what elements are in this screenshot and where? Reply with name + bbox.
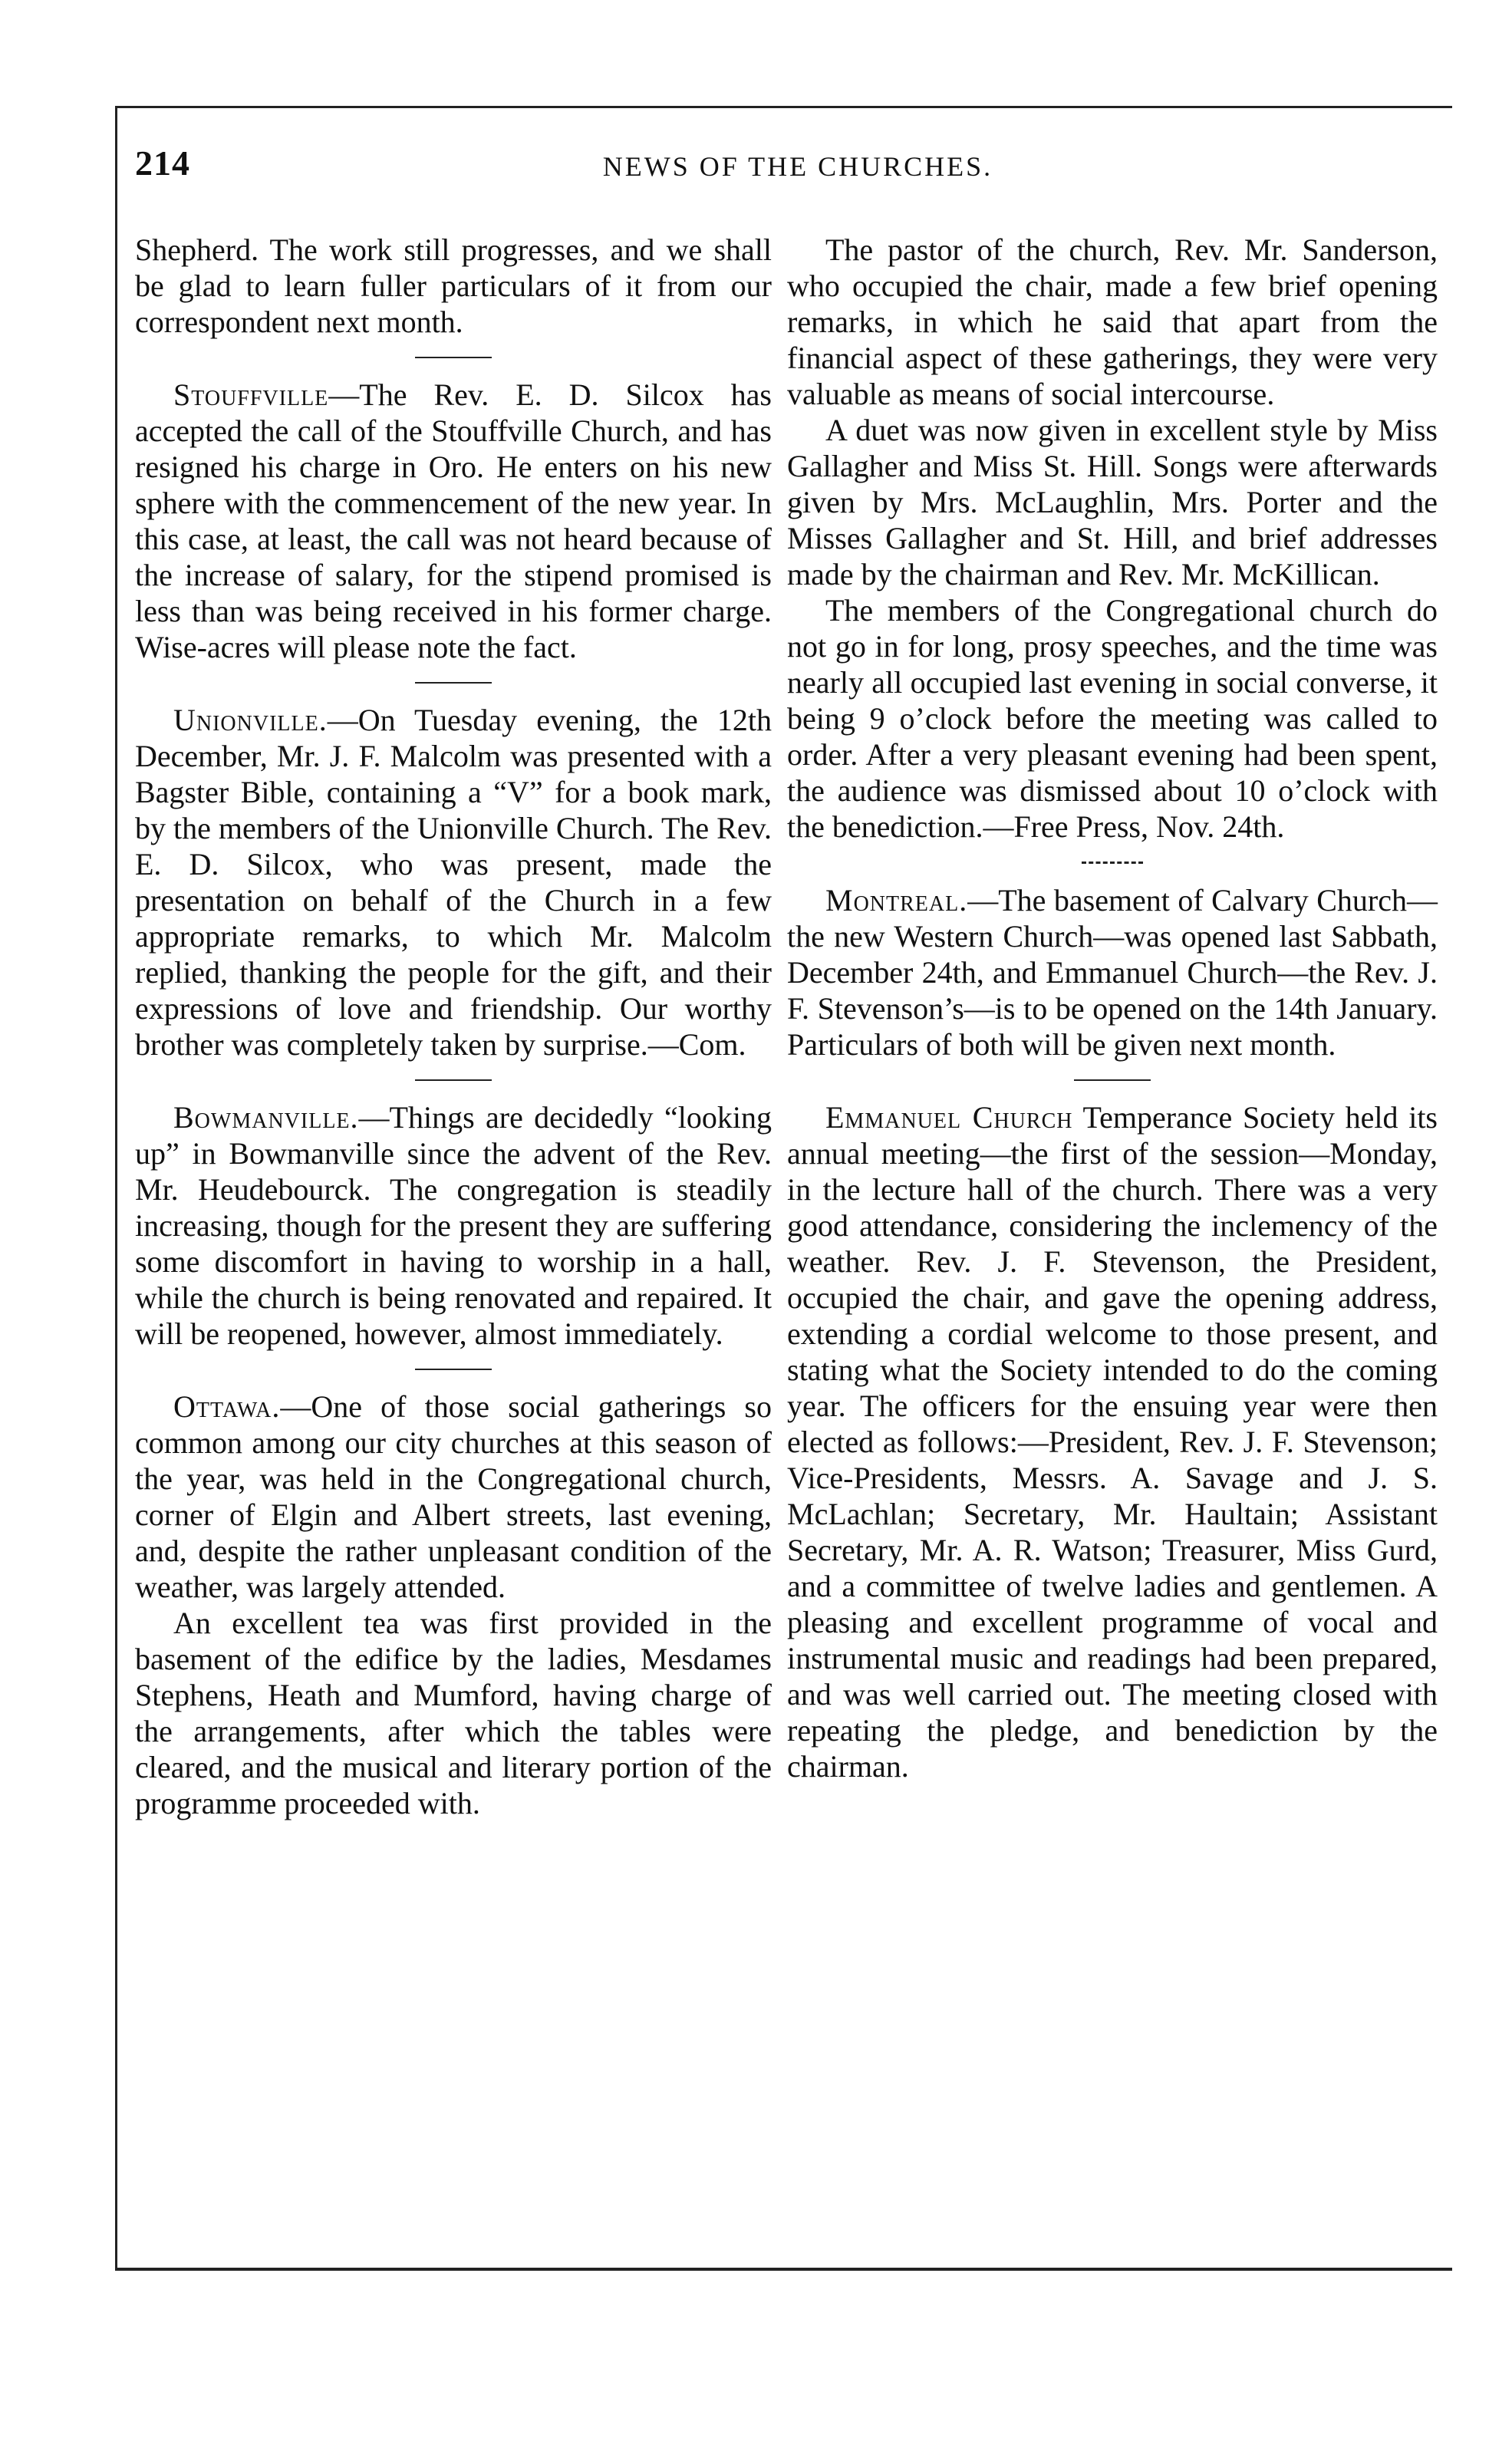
section-divider	[1082, 862, 1143, 864]
section-divider	[415, 1079, 492, 1081]
article-lead: Ottawa.	[173, 1389, 281, 1424]
running-head: NEWS OF THE CHURCHES.	[602, 151, 993, 182]
article-lead: Stouffville	[173, 377, 329, 412]
article-montreal: Montreal.—The basement of Calvary Church—the new Western Church—was opened last Sabbath, December 24th, and Emmanuel Church—the Rev. J. F. Stevenson’s—is to be opened on the 14th January. Particulars of both will be given next month.	[787, 883, 1438, 1062]
article-lead: Bowmanville.	[173, 1100, 359, 1135]
section-divider	[415, 357, 492, 358]
article-lead: Emmanuel Church	[825, 1100, 1073, 1135]
article-lead: Montreal.	[825, 883, 968, 918]
article-lead: Unionville.	[173, 703, 328, 737]
article-paragraph: The pastor of the church, Rev. Mr. Sanderson, who occupied the chair, made a few brief opening remarks, in which he said that apart from the financial aspect of these gatherings, they were very valuable as means of social intercourse.	[787, 232, 1438, 411]
page-number: 214	[135, 143, 190, 183]
article-emmanuel-church: Emmanuel Church Temperance Society held its annual meeting—the first of the session—Monday, in the lecture hall of the church. There was a very good attendance, considering the inclemency of the weather. Rev. J. F. Stevenson, the President, occupied the chair, and gave the opening address, extending a cordial welcome to those present, and stating what the Society intended to do the coming year. The officers for the ensuing year were then elected as follows:—President, Rev. J. F. Stevenson; Vice-Presidents, Messrs. A. Savage and J. S. McLachlan; Secretary, Mr. Haultain; Assistant Secretary, Mr. A. R. Watson; Treasurer, Miss Gurd, and a committee of twelve ladies and gentlemen. A pleasing and excellent programme of vocal and instrumental music and readings had been prepared, and was well carried out. The meeting closed with repeating the pledge, and benediction by the chairman.	[787, 1100, 1438, 1784]
article-ottawa: Ottawa.—One of those social gatherings so common among our city churches at this season of the year, was held in the Congregational church, corner of Elgin and Albert streets, last evening, and, despite the rather unpleasant condition of the weather, was largely attended.	[135, 1389, 772, 1604]
article-unionville: Unionville.—On Tuesday evening, the 12th December, Mr. J. F. Malcolm was presented with a Bagster Bible, containing a “V” for a book mark, by the members of the Unionville Church. The Rev. E. D. Silcox, who was present, made the presentation on behalf of the Church in a few appropriate remarks, to which Mr. Malcolm replied, thanking the people for the gift, and their expressions of love and friendship. Our worthy brother was completely taken by surprise.—Com.	[135, 703, 772, 1062]
section-divider	[415, 682, 492, 684]
article-stouffville: Stouffville—The Rev. E. D. Silcox has accepted the call of the Stouffville Church, and has resigned his charge in Oro. He enters on his new sphere with the commencement of the new year. In this case, at least, the call was not heard because of the increase of salary, for the stipend promised is less than was being received in his former charge. Wise-acres will please note the fact.	[135, 377, 772, 664]
section-divider	[1074, 1079, 1151, 1081]
article-paragraph: An excellent tea was first provided in the basement of the edifice by the ladies, Mesdames Stephens, Heath and Mumford, having charge of the arrangements, after which the tables were cleared, and the musical and literary portion of the programme proceeded with.	[135, 1606, 772, 1820]
right-column	[787, 232, 1438, 1784]
article-paragraph: The members of the Congregational church do not go in for long, prosy speeches, and the time was nearly all occupied last evening in social converse, it being 9 o’clock before the meeting was called to order. After a very pleasant evening had been spent, the audience was dismissed about 10 o’clock with the benediction.—Free Press, Nov. 24th.	[787, 593, 1438, 844]
article-bowmanville: Bowmanville.—Things are decidedly “looking up” in Bowmanville since the advent of the Rev. Mr. Heudebourck. The congregation is steadily increasing, though for the present they are suffering some discomfort in having to worship in a hall, while the church is being renovated and repaired. It will be reopened, however, almost immediately.	[135, 1100, 772, 1351]
section-divider	[415, 1369, 492, 1370]
article-paragraph: Shepherd. The work still progresses, and we shall be glad to learn fuller particulars of it from our correspondent next month.	[135, 232, 772, 339]
article-paragraph: A duet was now given in excellent style by Miss Gallagher and Miss St. Hill. Songs were afterwards given by Mrs. McLaughlin, Mrs. Porter and the Misses Gallagher and St. Hill, and brief addresses made by the chairman and Rev. Mr. McKillican.	[787, 413, 1438, 591]
left-column	[135, 232, 772, 1821]
